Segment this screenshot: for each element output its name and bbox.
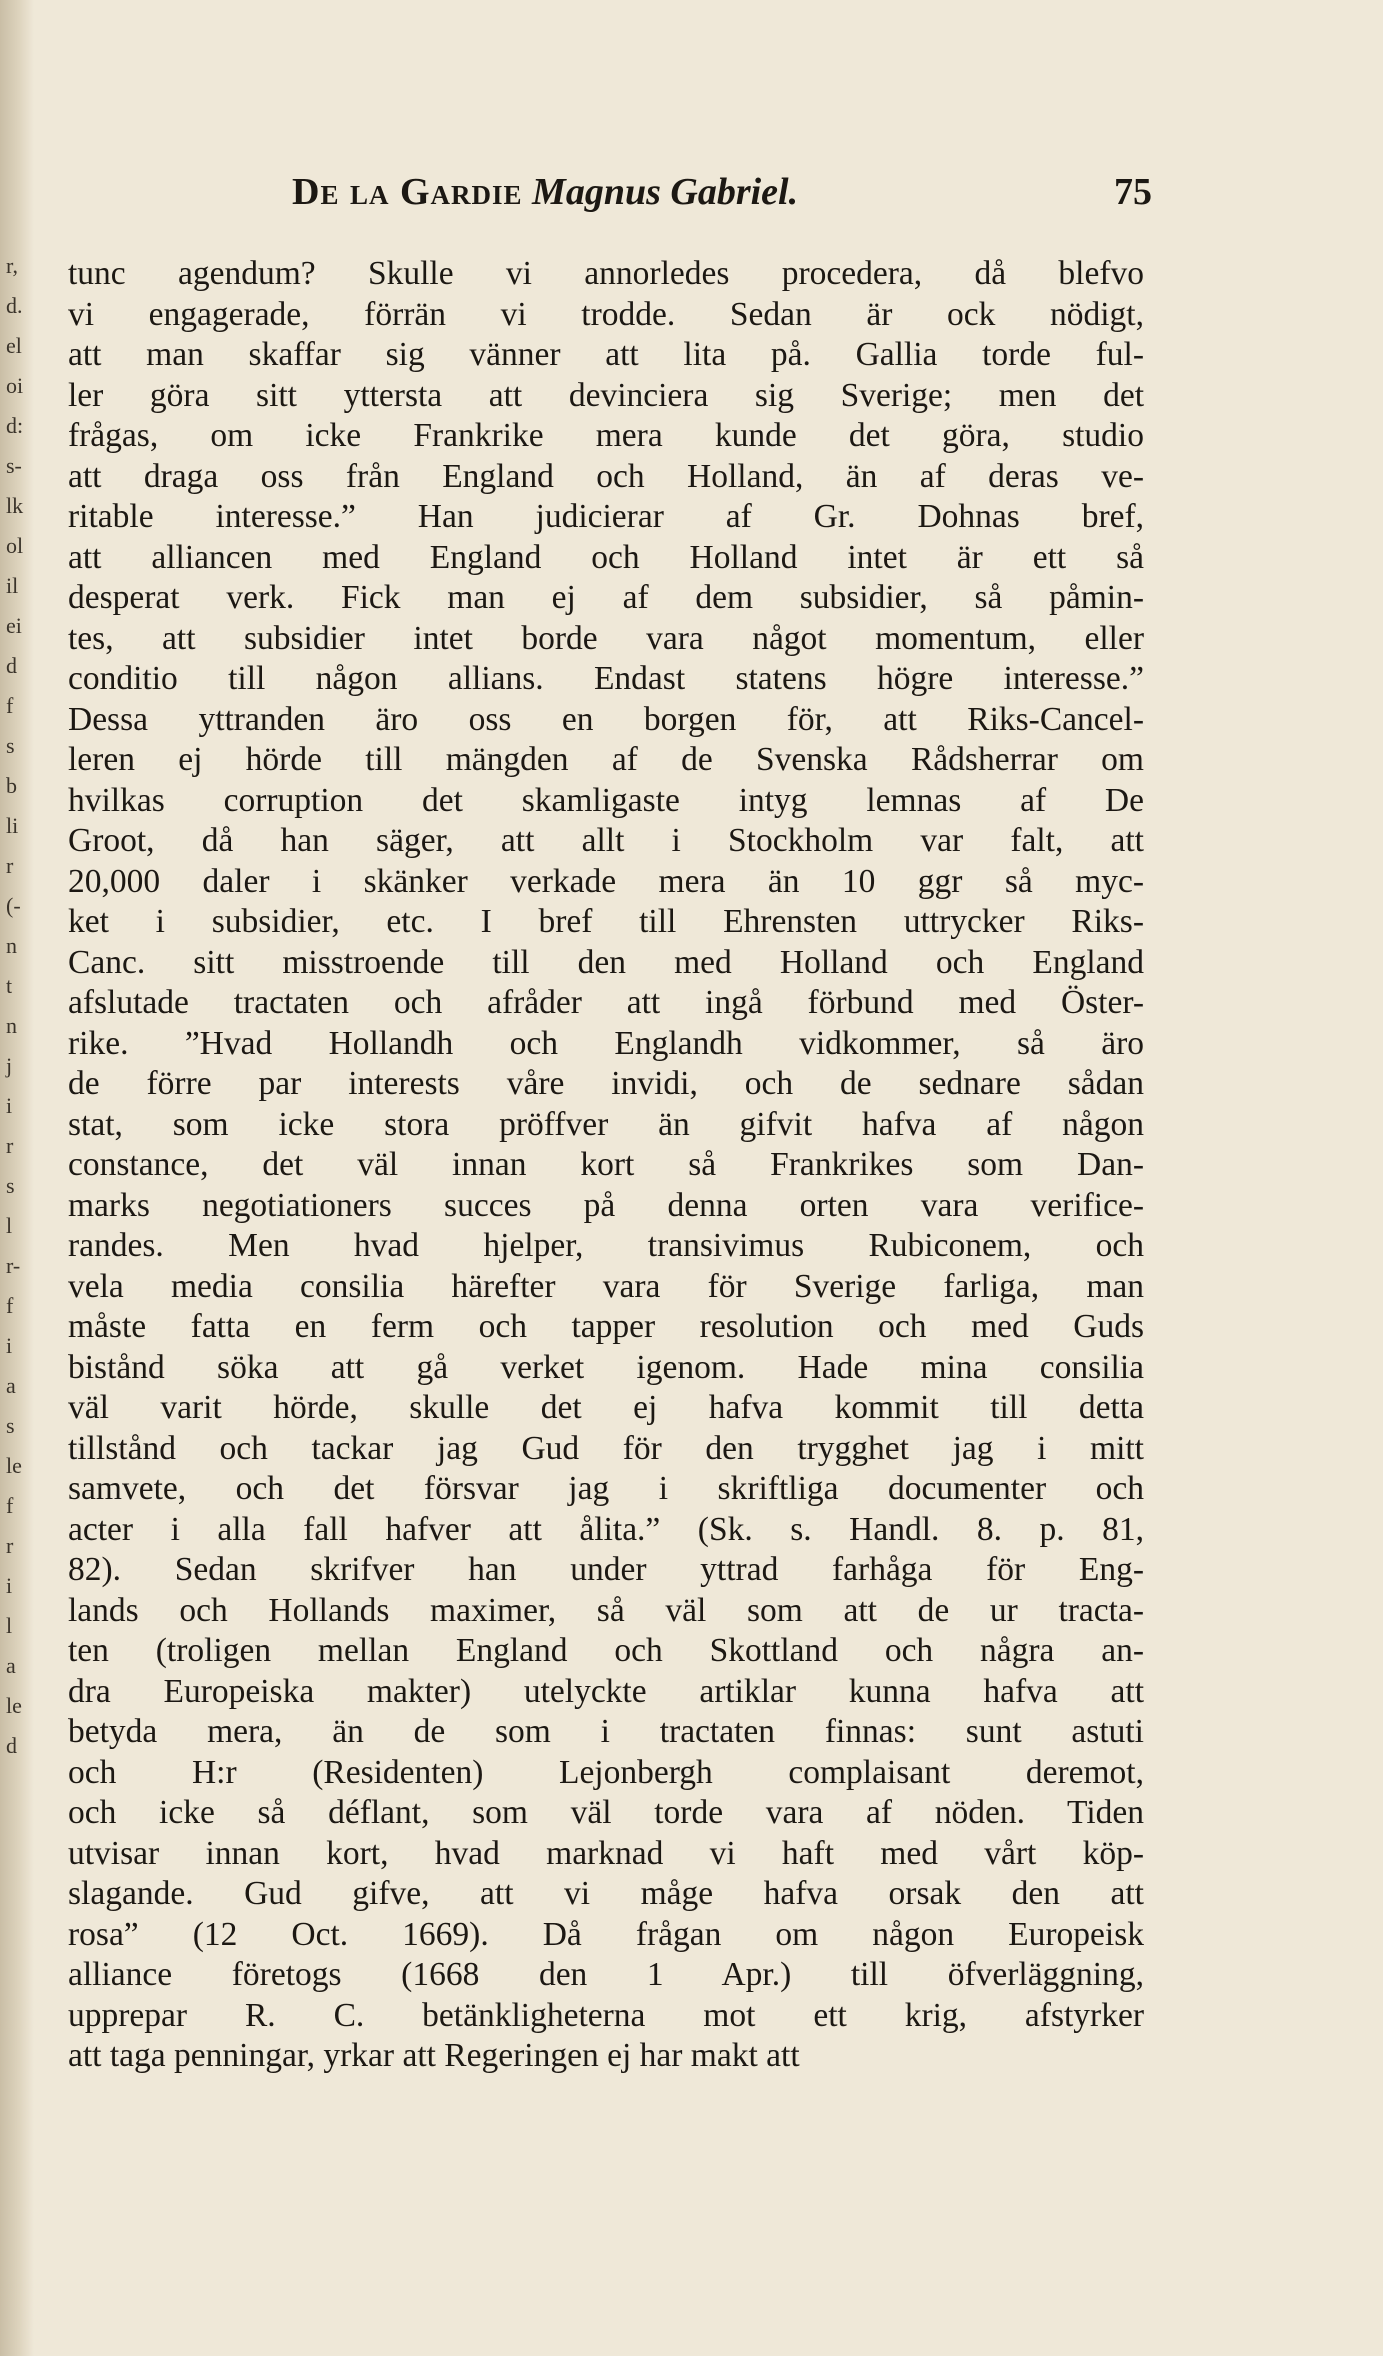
- text-line: rosa” (12 Oct. 1669). Då frågan om någon Europeisk: [68, 1915, 1144, 1953]
- text-line: att man skaffar sig vänner att lita på. Gallia torde ful-: [68, 336, 1144, 373]
- text-line: vi engagerade, förrän vi trodde. Sedan är ock nödigt,: [68, 295, 1144, 333]
- text-line: upprepar R. C. betänkligheterna mot ett krig, afstyrker: [68, 1996, 1144, 2034]
- text-line: måste fatta en ferm och tapper resolution och med Guds: [68, 1308, 1144, 1345]
- text-line: ket i subsidier, etc. I bref till Ehrensten uttrycker Riks-: [68, 903, 1144, 940]
- gutter-mark: r: [6, 1533, 14, 1558]
- running-head-given-names: Magnus Gabriel.: [532, 171, 799, 213]
- page-gutter-shadow: [0, 0, 34, 2356]
- text-line: och H:r (Residenten) Lejonbergh complaisant deremot,: [68, 1753, 1144, 1791]
- gutter-mark: l: [6, 1613, 13, 1638]
- text-line: desperat verk. Fick man ej af dem subsidier, så påmin-: [68, 579, 1144, 616]
- text-line: frågas, om icke Frankrike mera kunde det göra, studio: [68, 417, 1144, 454]
- text-line: leren ej hörde till mängden af de Svenska Rådsherrar om: [68, 741, 1144, 778]
- text-line: lands och Hollands maximer, så väl som att de ur tracta-: [68, 1591, 1144, 1629]
- gutter-mark: ol: [6, 533, 24, 558]
- gutter-mark: r,: [6, 253, 18, 278]
- gutter-mark: il: [6, 573, 19, 598]
- gutter-mark: t: [6, 973, 13, 998]
- gutter-mark: r: [6, 853, 14, 878]
- text-line: att taga penningar, yrkar att Regeringen ej har makt att: [68, 2037, 800, 2074]
- gutter-mark: lk: [6, 493, 24, 518]
- text-line: bistånd söka att gå verket igenom. Hade mina consilia: [68, 1348, 1144, 1386]
- gutter-mark: s-: [6, 453, 22, 478]
- body-text: [68, 254, 1144, 2077]
- text-line: dra Europeiska makter) utelyckte artiklar kunna hafva att: [68, 1672, 1144, 1710]
- text-line: randes. Men hvad hjelper, transivimus Rubiconem, och: [68, 1227, 1144, 1264]
- gutter-mark: n: [6, 1013, 17, 1038]
- gutter-mark: r-: [6, 1253, 21, 1278]
- text-line: ler göra sitt yttersta att devinciera sig Sverige; men det: [68, 376, 1144, 414]
- gutter-mark: f: [6, 1493, 14, 1518]
- gutter-mark: f: [6, 693, 14, 718]
- text-line: 20,000 daler i skänker verkade mera än 10 ggr så myc-: [68, 862, 1144, 900]
- gutter-marks: [6, 246, 28, 1766]
- text-line: de förre par interests våre invidi, och de sednare sådan: [68, 1065, 1144, 1102]
- gutter-mark: r: [6, 1133, 14, 1158]
- page-header: [292, 170, 1152, 220]
- text-line: Groot, då han säger, att allt i Stockholm var falt, att: [68, 822, 1144, 859]
- gutter-mark: i: [6, 1573, 13, 1598]
- text-line: conditio till någon allians. Endast statens högre interesse.”: [68, 660, 1144, 697]
- text-line: Dessa yttranden äro oss en borgen för, att Riks-Cancel-: [68, 700, 1144, 738]
- gutter-mark: ei: [6, 613, 22, 638]
- text-line: att draga oss från England och Holland, än af deras ve-: [68, 457, 1144, 495]
- text-line: hvilkas corruption det skamligaste intyg lemnas af De: [68, 781, 1144, 819]
- text-line: att alliancen med England och Holland intet är ett så: [68, 538, 1144, 576]
- text-line: 82). Sedan skrifver han under yttrad farhåga för Eng-: [68, 1551, 1144, 1588]
- gutter-mark: d.: [6, 293, 23, 318]
- text-line: Canc. sitt misstroende till den med Holland och England: [68, 943, 1144, 981]
- text-line: ten (troligen mellan England och Skottland och några an-: [68, 1632, 1144, 1669]
- text-line: samvete, och det försvar jag i skriftliga documenter och: [68, 1470, 1144, 1507]
- running-head: [292, 170, 798, 214]
- text-line: tes, att subsidier intet borde vara något momentum, eller: [68, 619, 1144, 657]
- text-line: betyda mera, än de som i tractaten finnas: sunt astuti: [68, 1713, 1144, 1750]
- gutter-mark: s: [6, 733, 15, 758]
- gutter-mark: n: [6, 933, 17, 958]
- gutter-mark: j: [6, 1053, 13, 1078]
- text-line: slagande. Gud gifve, att vi måge hafva orsak den att: [68, 1875, 1144, 1912]
- gutter-mark: d: [6, 653, 17, 678]
- gutter-mark: le: [6, 1693, 22, 1718]
- text-line: och icke så déflant, som väl torde vara af nöden. Tiden: [68, 1794, 1144, 1831]
- text-line: stat, som icke stora pröffver än gifvit hafva af någon: [68, 1105, 1144, 1143]
- gutter-mark: b: [6, 773, 17, 798]
- text-line: acter i alla fall hafver att ålita.” (Sk. s. Handl. 8. p. 81,: [68, 1510, 1144, 1548]
- gutter-mark: li: [6, 813, 19, 838]
- text-line: tillstånd och tackar jag Gud för den trygghet jag i mitt: [68, 1429, 1144, 1467]
- gutter-mark: d:: [6, 413, 24, 438]
- gutter-mark: f: [6, 1293, 14, 1318]
- text-line: utvisar innan kort, hvad marknad vi haft med vårt köp-: [68, 1834, 1144, 1872]
- text-line: ritable interesse.” Han judicierar af Gr. Dohnas bref,: [68, 498, 1144, 535]
- running-head-name: De la Gardie: [292, 171, 523, 213]
- gutter-mark: i: [6, 1093, 13, 1118]
- text-line: rike. ”Hvad Hollandh och Englandh vidkommer, så äro: [68, 1024, 1144, 1062]
- gutter-mark: i: [6, 1333, 13, 1358]
- text-line: marks negotiationers succes på denna orten vara verifice-: [68, 1186, 1144, 1224]
- text-line: constance, det väl innan kort så Frankrikes som Dan-: [68, 1146, 1144, 1183]
- gutter-mark: (-: [6, 893, 21, 918]
- gutter-mark: el: [6, 333, 22, 358]
- gutter-mark: oi: [6, 373, 24, 398]
- gutter-mark: a: [6, 1653, 16, 1678]
- text-line: väl varit hörde, skulle det ej hafva kommit till detta: [68, 1389, 1144, 1426]
- text-line: vela media consilia härefter vara för Sverige farliga, man: [68, 1267, 1144, 1305]
- page-number: 75: [1114, 171, 1152, 213]
- text-line: tunc agendum? Skulle vi annorledes procedera, då blefvo: [68, 255, 1144, 292]
- gutter-mark: d: [6, 1733, 17, 1758]
- gutter-mark: a: [6, 1373, 16, 1398]
- gutter-mark: s: [6, 1173, 15, 1198]
- text-line: afslutade tractaten och afråder att ingå förbund med Öster-: [68, 984, 1144, 1021]
- gutter-mark: s: [6, 1413, 15, 1438]
- text-line: alliance företogs (1668 den 1 Apr.) till öfverläggning,: [68, 1956, 1144, 1993]
- gutter-mark: le: [6, 1453, 22, 1478]
- gutter-mark: l: [6, 1213, 13, 1238]
